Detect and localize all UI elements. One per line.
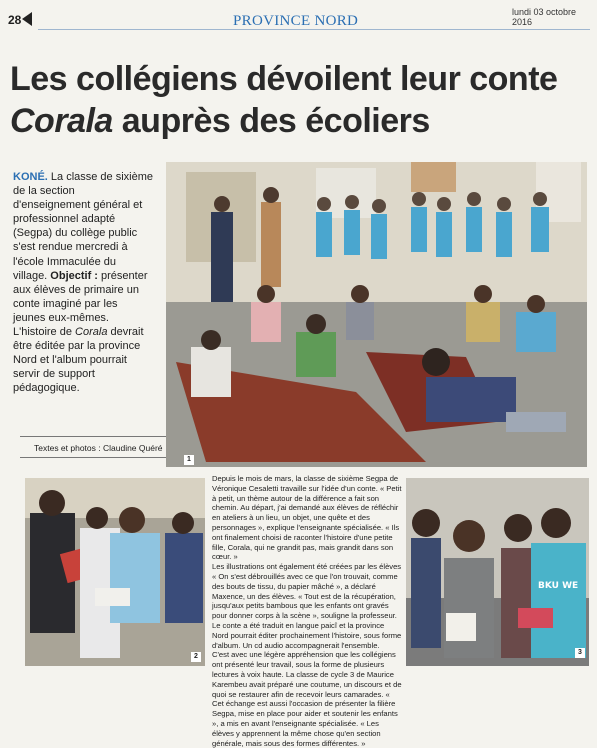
- page-number: 28: [8, 13, 22, 27]
- photo-credit: Textes et photos : Claudine Quéré: [20, 436, 180, 458]
- headline-title-italic: Corala: [10, 102, 113, 140]
- photo-1-illustration: [166, 162, 587, 467]
- article-lede: [13, 170, 153, 396]
- photo-3-illustration: [406, 478, 589, 666]
- article-body: [212, 474, 402, 748]
- photo-2-badge: 2: [191, 652, 201, 662]
- lede-text-3: L'histoire de: [13, 326, 76, 339]
- body-paragraph-3: C'est avec une légère appréhension que les collégiens ont présenté leur travail, sous la forme de plusieurs lectures à voix haute. La classe de cycle 3 de Maurice Karembeu avait préparé une coutume, un discours et de quoi se restaurer afin de recevoir leurs camarades. « Cet échange est aussi l'occasion de présenter la filière Segpa, mise en place pour aider et soutenir les enfants », a mis en avant l'enseignante spécialisée. « Les élèves y apprennent la même chose qu'en section générale, mais sous des formes différentes. »: [212, 650, 402, 748]
- section-title: PROVINCE NORD: [233, 13, 359, 29]
- photo-2-illustration: [25, 478, 205, 666]
- header-divider: [38, 29, 590, 30]
- headline-line-1: Les collégiens dévoilent leur conte: [10, 60, 558, 98]
- chevron-left-icon: [22, 12, 32, 26]
- lede-text-4: devrait être éditée par la province Nord et l'album pourrait servir de support pédagogique.: [13, 326, 144, 395]
- headline-line-2: [10, 100, 590, 142]
- photo-reading-students: [25, 478, 205, 666]
- lede-title-italic: Corala: [75, 326, 108, 339]
- photo-1-badge: 1: [184, 455, 194, 465]
- photo-schoolchildren: [406, 478, 589, 666]
- photo-3-badge: 3: [575, 648, 585, 658]
- body-paragraph-2: Les illustrations ont également été créées par les élèves « On s'est débrouillés avec ce que l'on trouvait, comme des bouts de tissu, du papier mâché », a déclaré Maxence, un des élèves. « Tout est de la récupération, jusqu'aux petits bambous que les enfants ont gravés pour donner corps à la scène », souligne la professeur. Le conte a été traduit en langue paicî et la province Nord pourrait éditer prochainement l'histoire, sous forme d'album. Un cd audio accompagnerait l'ensemble.: [212, 562, 402, 650]
- photo-classroom-group: [166, 162, 587, 467]
- article-headline: [10, 58, 590, 142]
- objective-label: Objectif :: [50, 269, 98, 282]
- shirt-print-text: BKU WE: [538, 581, 579, 591]
- publication-date: lundi 03 octobre 2016: [512, 7, 577, 27]
- headline-line-2-rest: auprès des écoliers: [112, 102, 430, 140]
- lede-text-2: présenter aux élèves de primaire un conte imaginé par les jeunes eux-mêmes.: [13, 269, 148, 324]
- body-paragraph-1: Depuis le mois de mars, la classe de sixième Segpa de Véronique Cesaletti travaille sur l'idée d'un conte. « Petit à petit, un thème autour de la différence a fait son chemin. Au départ, j'ai demandé aux élèves de réfléchir en ateliers à un lieu, un objet, une quête et des personnages », explique l'enseignante spécialisée. « Ils ont finalement choisi de raconter l'histoire d'une petite fille, Corala, qui ne grandit pas, mais grandit dans son cœur. »: [212, 474, 402, 562]
- dateline: KONÉ.: [13, 171, 48, 183]
- page-header: [0, 0, 597, 34]
- lede-text-1: La classe de sixième de la section d'enseignement général et professionnel adapté (Segpa) du collège public s'est rendue mercredi à l'école Immaculée du village.: [13, 171, 154, 282]
